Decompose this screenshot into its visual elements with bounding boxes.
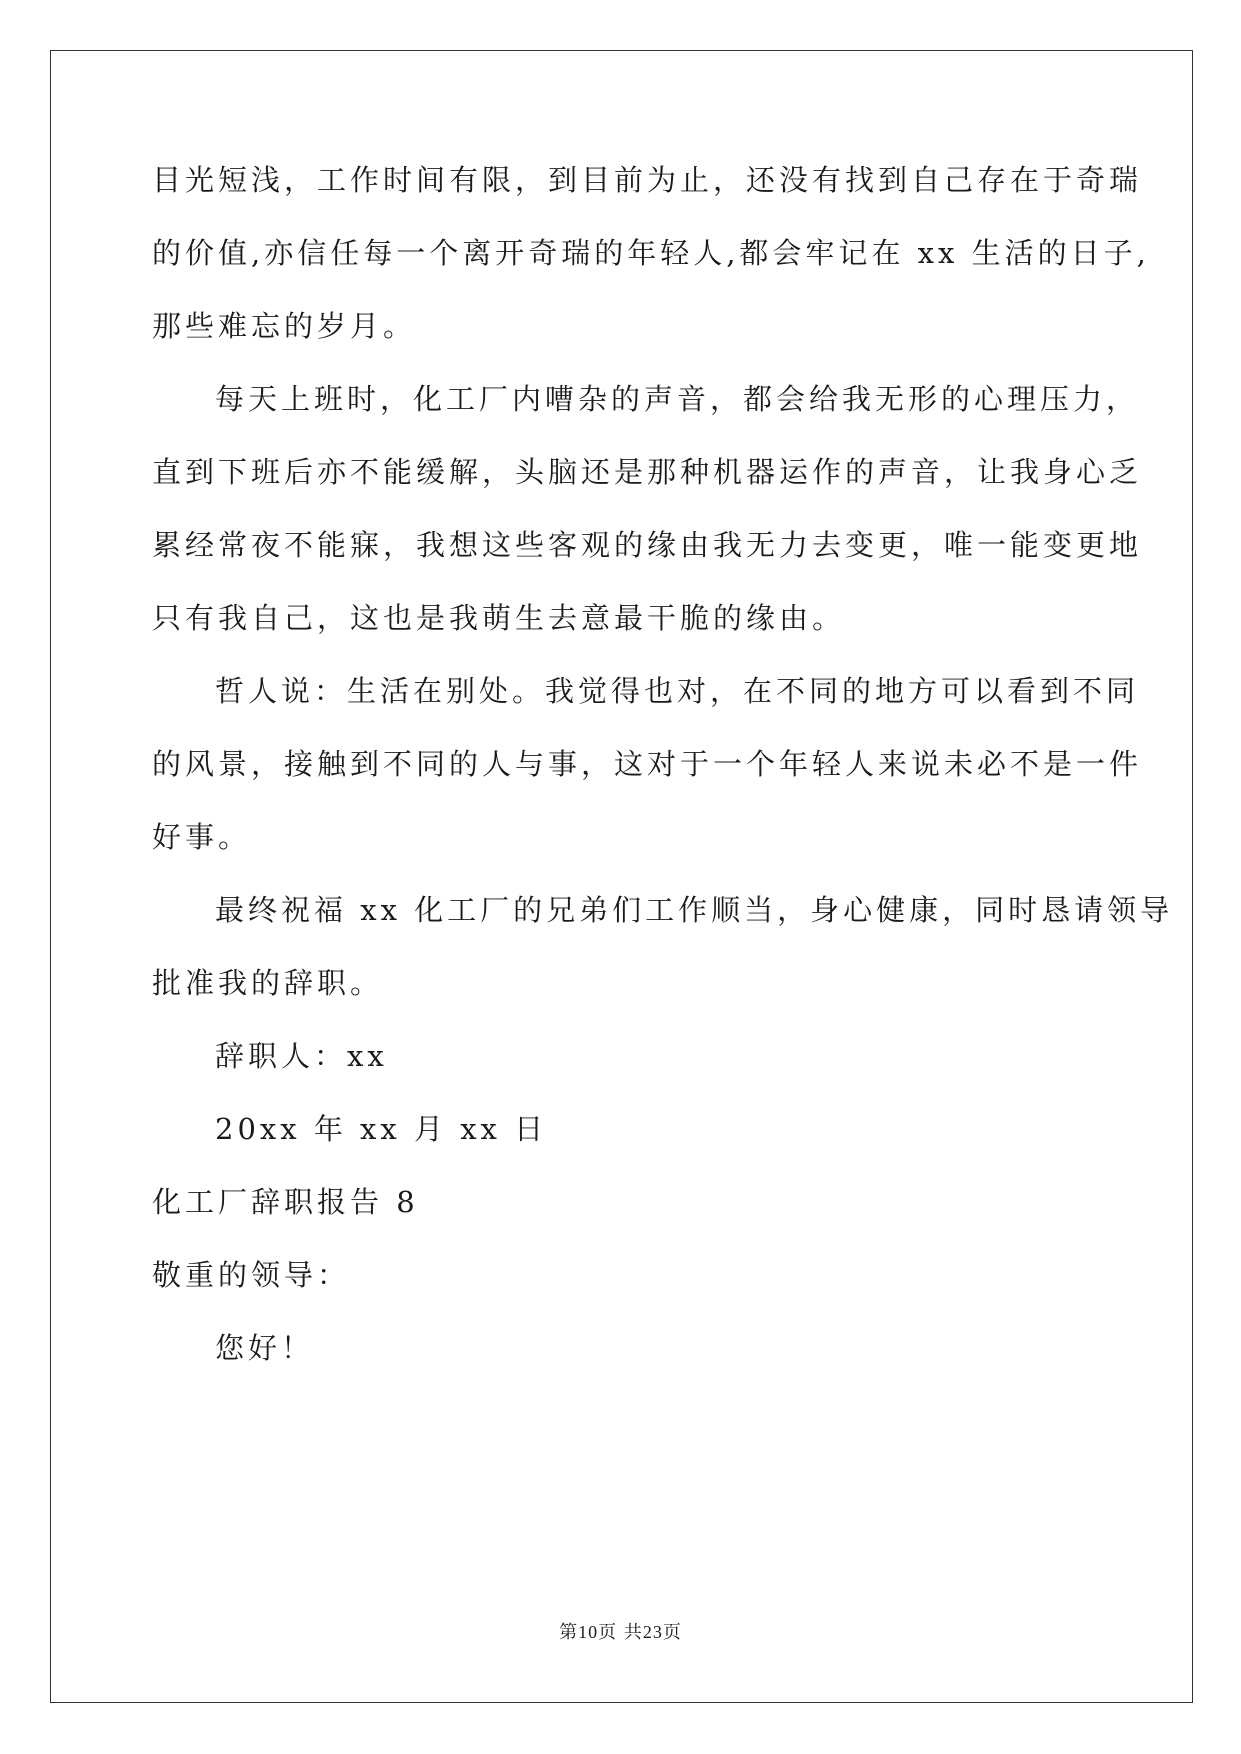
paragraph-line: 直到下班后亦不能缓解，头脑还是那种机器运作的声音，让我身心乏 xyxy=(152,455,1143,489)
page-footer xyxy=(0,1618,1241,1644)
date-line: 20xx 年 xx 月 xx 日 xyxy=(215,1112,548,1146)
footer-mid: 页 共 xyxy=(598,1622,643,1643)
paragraph-line: 只有我自己，这也是我萌生去意最干脆的缘由。 xyxy=(152,601,846,635)
current-page-number: 10 xyxy=(578,1622,599,1642)
paragraph-line: 好事。 xyxy=(152,820,252,854)
footer-suffix: 页 xyxy=(662,1622,682,1643)
footer-prefix: 第 xyxy=(559,1622,579,1643)
paragraph-line: 目光短浅，工作时间有限，到目前为止，还没有找到自己存在于奇瑞 xyxy=(152,163,1143,197)
paragraph-line: 最终祝福 xx 化工厂的兄弟们工作顺当，身心健康，同时恳请领导 xyxy=(215,893,1174,927)
section-title: 化工厂辞职报告 8 xyxy=(152,1185,419,1219)
paragraph-line: 累经常夜不能寐，我想这些客观的缘由我无力去变更，唯一能变更地 xyxy=(152,528,1143,562)
page-border xyxy=(50,50,1193,1703)
paragraph-line: 哲人说：生活在别处。我觉得也对，在不同的地方可以看到不同 xyxy=(215,674,1140,708)
greeting: 您好！ xyxy=(215,1331,315,1365)
paragraph-line: 批准我的辞职。 xyxy=(152,966,384,1000)
total-page-count: 23 xyxy=(642,1622,663,1642)
paragraph-line: 每天上班时，化工厂内嘈杂的声音，都会给我无形的心理压力， xyxy=(215,382,1140,416)
paragraph-line: 的价值,亦信任每一个离开奇瑞的年轻人,都会牢记在 xx 生活的日子, xyxy=(152,236,1150,270)
salutation: 敬重的领导： xyxy=(152,1258,351,1292)
paragraph-line: 那些难忘的岁月。 xyxy=(152,309,417,343)
signature-line: 辞职人：xx xyxy=(215,1039,388,1073)
paragraph-line: 的风景，接触到不同的人与事，这对于一个年轻人来说未必不是一件 xyxy=(152,747,1143,781)
